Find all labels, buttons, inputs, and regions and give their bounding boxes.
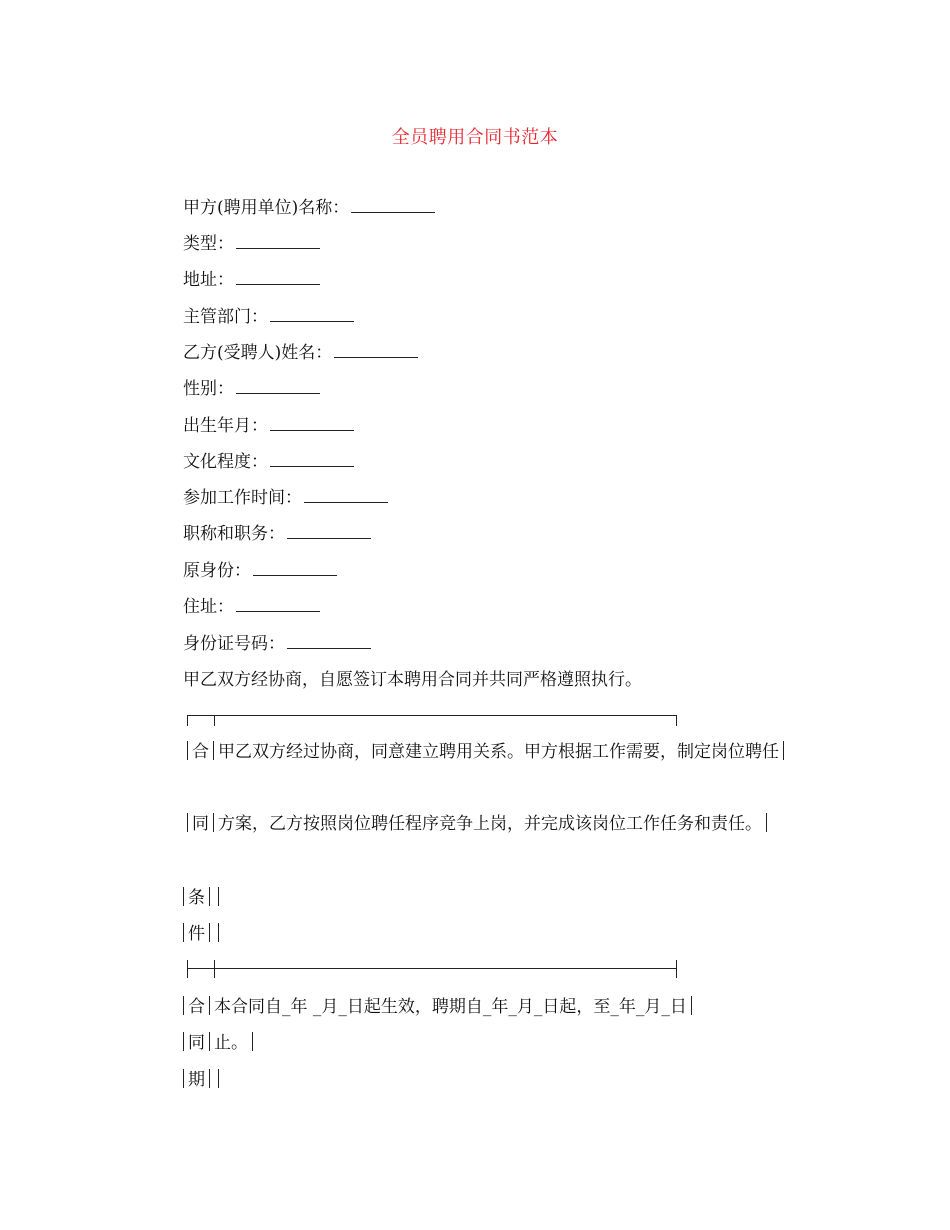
blank-line: [236, 234, 320, 249]
table-border: [691, 996, 692, 1015]
field-label: 参加工作时间：: [183, 488, 302, 508]
field-label: 身份证号码：: [183, 634, 285, 654]
table2-row-2: [183, 1032, 257, 1054]
blank-line: [236, 597, 320, 612]
blank-line: [304, 488, 388, 503]
blank-line: [236, 379, 320, 394]
table-label-cell: 合: [188, 997, 205, 1017]
table-rule-tick: [214, 960, 215, 978]
table1-row-2: [145, 806, 795, 842]
blank-line: [253, 561, 337, 576]
blank-line: [270, 307, 354, 322]
blank-line: [334, 343, 418, 358]
field-label: 出生年月：: [183, 416, 268, 436]
table-text-cell: 任。: [728, 814, 762, 834]
field-label: 地址：: [183, 270, 234, 290]
blank-line: [270, 452, 354, 467]
table-label-cell: 件: [188, 924, 205, 944]
blank-line: [287, 634, 371, 649]
field-label: 文化程度：: [183, 452, 268, 472]
table-border: [218, 887, 219, 906]
table-label-cell: 合: [192, 742, 209, 762]
table-text-cell: 止。: [214, 1033, 248, 1053]
table-border: [252, 1032, 253, 1051]
table-border: [213, 741, 214, 760]
table-border: [209, 1069, 210, 1088]
field-label: 职称和职务：: [183, 524, 285, 544]
table2-row-1: [183, 996, 696, 1018]
field-supervisor-dept: [183, 306, 354, 328]
table-border: [218, 923, 219, 942]
table-border: [183, 996, 184, 1015]
table-rule-top: [187, 715, 677, 716]
field-title-position: [183, 523, 371, 545]
table-border: [183, 1032, 184, 1051]
table1-row-1: [145, 734, 795, 770]
blank-line: [351, 198, 435, 213]
blank-line: [236, 270, 320, 285]
table-rule-tick: [187, 715, 188, 726]
table-border: [218, 1069, 219, 1088]
table-border: [187, 741, 188, 760]
field-work-start: [183, 487, 388, 509]
table1-row-3: [183, 887, 223, 909]
table-rule-tick: [676, 960, 677, 978]
field-label: 原身份：: [183, 561, 251, 581]
field-label: 乙方(受聘人)姓名：: [183, 343, 333, 363]
table1-row-4: [183, 923, 223, 945]
table-border: [766, 813, 767, 832]
blank-line: [270, 416, 354, 431]
blank-line: [287, 524, 371, 539]
field-type: [183, 233, 320, 255]
document-title: 全员聘用合同书范本: [391, 127, 559, 148]
table-border: [183, 887, 184, 906]
table-border: [183, 923, 184, 942]
table-border: [187, 813, 188, 832]
intro-paragraph: 甲乙双方经协商，自愿签订本聘用合同并共同严格遵照执行。: [183, 670, 642, 690]
table-border: [783, 741, 784, 760]
field-employee-name: [183, 342, 418, 364]
table-text-cell: 本合同自_年 _月_日起生效，聘期自_年_月_日起，至_年_月_日: [214, 997, 687, 1017]
table-label-cell: 条: [188, 888, 205, 908]
table-border: [209, 1032, 210, 1051]
table-border: [209, 923, 210, 942]
field-label: 主管部门：: [183, 307, 268, 327]
field-id-number: [183, 633, 371, 655]
field-label: 类型：: [183, 234, 234, 254]
table-text-cell: 位聘任: [728, 742, 779, 762]
table-text-cell: 方案，乙方按照岗位聘任程序竞争上岗，并完成该岗位工作任务和责: [218, 814, 728, 834]
table-border: [213, 813, 214, 832]
table-text-cell: 甲乙双方经过协商，同意建立聘用关系。甲方根据工作需要，制定岗: [218, 742, 728, 762]
table-rule-tick: [214, 715, 215, 726]
field-address: [183, 269, 320, 291]
field-label: 性别：: [183, 379, 234, 399]
table-rule-tick: [187, 960, 188, 978]
field-label: 甲方(聘用单位)名称：: [183, 198, 350, 218]
field-gender: [183, 378, 320, 400]
table-label-cell: 同: [188, 1033, 205, 1053]
table-border: [209, 887, 210, 906]
field-label: 住址：: [183, 597, 234, 617]
table-border: [209, 996, 210, 1015]
field-employer-name: [183, 197, 435, 219]
table-label-cell: 同: [192, 814, 209, 834]
field-original-status: [183, 560, 337, 582]
field-birth-date: [183, 415, 354, 437]
table-rule-tick: [676, 715, 677, 726]
table-rule-middle: [187, 968, 677, 969]
field-education: [183, 451, 354, 473]
field-residence: [183, 596, 320, 618]
table-border: [183, 1069, 184, 1088]
table2-row-3: [183, 1069, 223, 1091]
table-label-cell: 期: [188, 1070, 205, 1090]
